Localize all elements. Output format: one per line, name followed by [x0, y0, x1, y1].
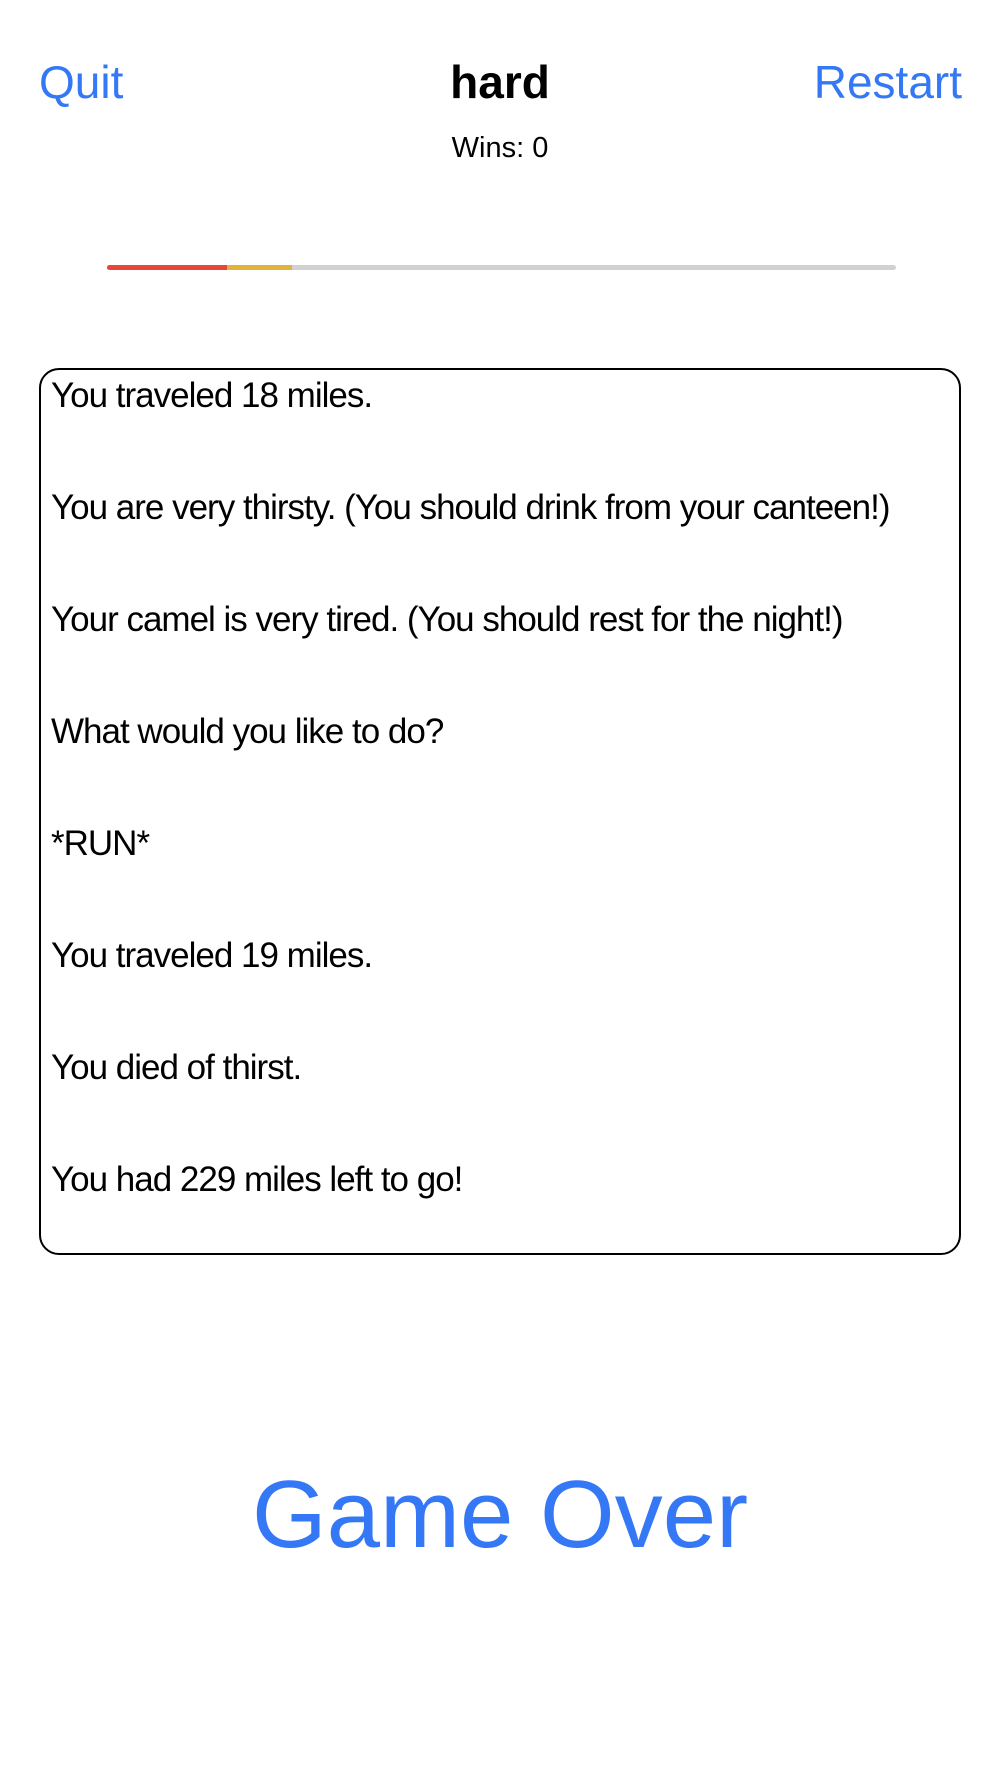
log-line: You traveled 19 miles.	[51, 936, 373, 975]
game-log[interactable]	[39, 368, 961, 1255]
log-line: You died of thirst.	[51, 1048, 302, 1087]
thirst-segment	[107, 265, 227, 270]
log-line: You traveled 18 miles.	[51, 376, 373, 415]
quit-button[interactable]: Quit	[39, 56, 124, 108]
wins-counter: Wins: 0	[451, 132, 549, 164]
log-line: You are very thirsty. (You should drink from your canteen!)	[51, 488, 890, 527]
log-list	[51, 368, 949, 1236]
difficulty-title: hard	[450, 56, 550, 108]
progress-bar	[107, 265, 896, 270]
log-line: Your camel is very tired. (You should rest for the night!)	[51, 600, 843, 639]
log-line: You had 229 miles left to go!	[51, 1160, 463, 1199]
log-line: *RUN*	[51, 824, 150, 863]
fatigue-segment	[227, 265, 292, 270]
restart-button[interactable]: Restart	[813, 56, 962, 108]
game-over-label: Game Over	[251, 1461, 749, 1568]
log-line: What would you like to do?	[51, 712, 444, 751]
